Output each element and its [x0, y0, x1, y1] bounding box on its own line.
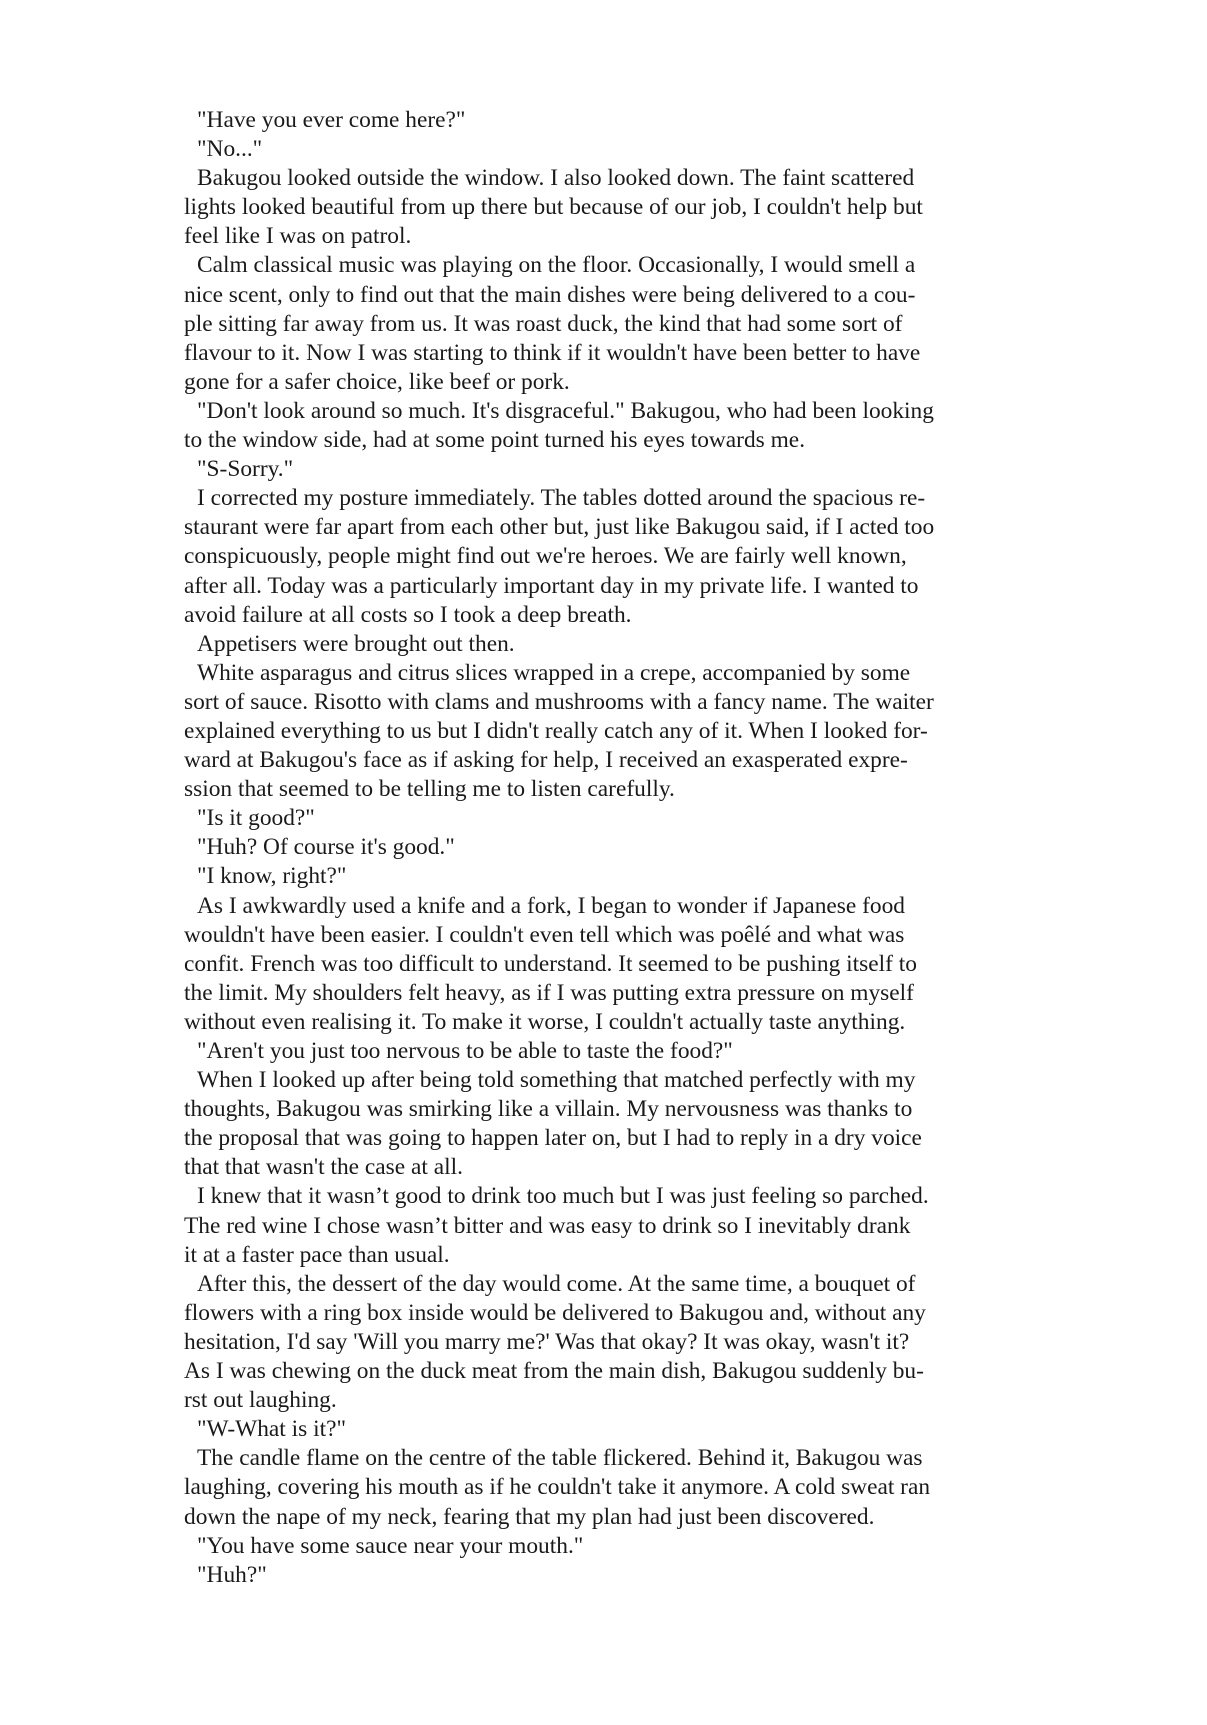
text-line: "Aren't you just too nervous to be able to taste the food?": [197, 1038, 733, 1064]
text-line: gone for a safer choice, like beef or pork.: [184, 368, 570, 395]
text-line: I knew that it wasn’t good to drink too much but I was just feeling so parched.: [197, 1183, 929, 1210]
text-line: The red wine I chose wasn’t bitter and was easy to drink so I inevitably drank: [184, 1212, 911, 1239]
text-line: "Don't look around so much. It's disgraceful." Bakugou, who had been looking: [197, 397, 934, 424]
text-line: "I know, right?": [197, 863, 347, 890]
text-line: ssion that seemed to be telling me to listen carefully.: [184, 776, 675, 803]
text-line: As I awkwardly used a knife and a fork, I began to wonder if Japanese food: [197, 892, 905, 919]
text-line: rst out laughing.: [184, 1387, 337, 1414]
text-line: Calm classical music was playing on the floor. Occasionally, I would smell a: [197, 252, 916, 279]
text-line: confit. French was too difficult to understand. It seemed to be pushing itself to: [184, 950, 917, 977]
text-line: ward at Bakugou's face as if asking for help, I received an exasperated expre-: [184, 747, 908, 774]
text-line: "Have you ever come here?": [197, 107, 466, 133]
text-line: that that wasn't the case at all.: [184, 1154, 463, 1181]
text-line: "You have some sauce near your mouth.": [197, 1532, 584, 1559]
text-line: without even realising it. To make it worse, I couldn't actually taste anything.: [184, 1008, 906, 1035]
text-line: "Huh? Of course it's good.": [197, 834, 455, 861]
text-line: "Is it good?": [197, 805, 315, 832]
text-line: I corrected my posture immediately. The tables dotted around the spacious re-: [197, 485, 926, 512]
text-line: "S-Sorry.": [197, 456, 294, 483]
text-line: the proposal that was going to happen later on, but I had to reply in a dry voice: [184, 1125, 922, 1152]
text-line: The candle flame on the centre of the table flickered. Behind it, Bakugou was: [197, 1445, 923, 1472]
text-line: flowers with a ring box inside would be delivered to Bakugou and, without any: [184, 1299, 926, 1326]
text-line: staurant were far apart from each other but, just like Bakugou said, if I acted too: [184, 514, 935, 541]
text-line: "Huh?": [197, 1561, 267, 1588]
text-line: down the nape of my neck, fearing that my plan had just been discovered.: [184, 1503, 875, 1530]
text-line: to the window side, had at some point turned his eyes towards me.: [184, 427, 806, 454]
text-line: laughing, covering his mouth as if he couldn't take it anymore. A cold sweat ran: [184, 1474, 931, 1501]
text-line: flavour to it. Now I was starting to think if it wouldn't have been better to have: [184, 339, 921, 366]
text-line: explained everything to us but I didn't really catch any of it. When I looked for-: [184, 717, 928, 744]
text-line: hesitation, I'd say 'Will you marry me?' Was that okay? It was okay, wasn't it?: [184, 1328, 910, 1355]
text-line: Appetisers were brought out then.: [197, 630, 515, 657]
text-line: lights looked beautiful from up there but because of our job, I couldn't help but: [184, 194, 923, 221]
text-line: White asparagus and citrus slices wrapped in a crepe, accompanied by some: [197, 659, 911, 686]
text-line: the limit. My shoulders felt heavy, as if I was putting extra pressure on myself: [184, 979, 914, 1006]
text-line: As I was chewing on the duck meat from the main dish, Bakugou suddenly bu-: [184, 1358, 924, 1385]
text-line: avoid failure at all costs so I took a deep breath.: [184, 601, 632, 628]
text-line: nice scent, only to find out that the main dishes were being delivered to a cou-: [184, 281, 916, 308]
text-line: "No...": [197, 136, 263, 163]
text-line: thoughts, Bakugou was smirking like a villain. My nervousness was thanks to: [184, 1096, 913, 1123]
text-line: after all. Today was a particularly important day in my private life. I wanted to: [184, 572, 919, 599]
text-line: it at a faster pace than usual.: [184, 1241, 450, 1268]
text-line: conspicuously, people might find out we're heroes. We are fairly well known,: [184, 543, 907, 570]
text-line: sort of sauce. Risotto with clams and mushrooms with a fancy name. The waiter: [184, 688, 934, 715]
text-line: ple sitting far away from us. It was roast duck, the kind that had some sort of: [184, 310, 903, 337]
text-line: After this, the dessert of the day would come. At the same time, a bouquet of: [197, 1270, 916, 1297]
document-page: [184, 106, 1024, 1590]
text-line: wouldn't have been easier. I couldn't even tell which was poêlé and what was: [184, 921, 905, 948]
text-line: "W-What is it?": [197, 1416, 347, 1443]
text-line: When I looked up after being told something that matched perfectly with my: [197, 1067, 916, 1094]
text-line: Bakugou looked outside the window. I also looked down. The faint scattered: [197, 165, 915, 192]
text-line: feel like I was on patrol.: [184, 223, 412, 250]
